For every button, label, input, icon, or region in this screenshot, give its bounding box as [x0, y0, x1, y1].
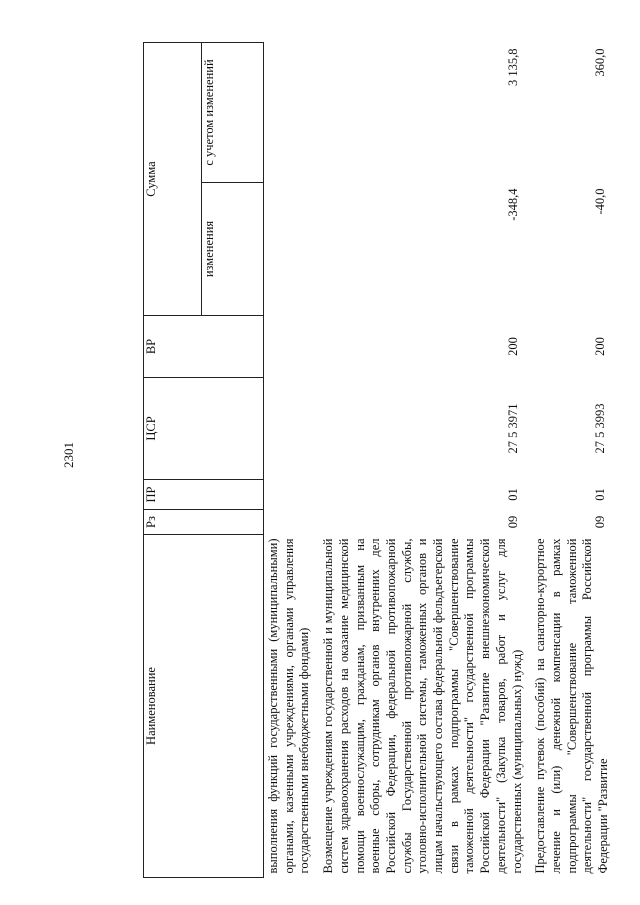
row-change — [264, 183, 314, 316]
row-name: Предоставление путевок (пособий) на санаторно-курортное лечение и (или) денежной компенсации в рамках подпрограммы "Совершенствование таможенной деятельности" государственной программы Российской Федерации "Развитие — [533, 538, 611, 874]
col-header-csr: ЦСР — [144, 378, 264, 480]
row-csr — [264, 378, 314, 480]
row-rz: 09 — [506, 515, 521, 529]
row-csr: 27 5 3971 — [506, 403, 521, 454]
row-change: -348,4 — [506, 188, 521, 221]
row-change: -40,0 — [592, 188, 607, 215]
row-pr: 01 — [506, 488, 521, 501]
rotated-table-container — [143, 43, 618, 878]
row-rz — [264, 510, 314, 535]
table-row — [319, 43, 525, 878]
row-with-changes — [264, 43, 314, 183]
row-with-changes: 3 135,8 — [506, 48, 521, 86]
row-csr: 27 5 3993 — [592, 403, 607, 454]
row-rz: 09 — [592, 515, 607, 529]
row-pr — [264, 480, 314, 510]
col-header-name: Наименование — [144, 535, 264, 878]
row-name: выполнения функций государственными (муниципальными) органами, казенными учреждениями, органами управления государственными внебюджетными фондами) — [266, 538, 312, 874]
row-with-changes: 360,0 — [592, 48, 607, 77]
col-header-with-changes: с учетом изменений — [202, 43, 264, 183]
table-row — [531, 43, 612, 878]
row-vr — [264, 316, 314, 378]
row-name: Возмещение учреждениям государственной и муниципальной систем здравоохранения расходов на оказание медицинской помощи военнослужащим, гражданам, призванным на военные сборы, сотрудникам органов внутренних дел Российской Федерации, федеральной противопожарной службы Государственной противопожарной службы, уголовно-исполнительной системы, таможенных органов и лицам начальствующего состава федеральной фельдъегерской связи в рамках подпрограммы "Совершенствование таможенной деятельности" государственной программы Российской Федерации "Развитие внешнеэкономической деятельности" (Закупка товаров, работ и услуг для государственных (муниципальных) нужд) — [321, 538, 524, 874]
row-vr: 200 — [592, 337, 607, 356]
budget-table — [143, 42, 612, 878]
page-number: 2301 — [61, 442, 76, 468]
col-header-sum: Сумма — [144, 43, 202, 316]
header-row-top — [144, 43, 202, 878]
col-header-pr: ПР — [144, 480, 264, 510]
table-row — [264, 43, 314, 878]
row-vr: 200 — [506, 337, 521, 356]
col-header-vr: ВР — [144, 316, 264, 378]
col-header-rz: Рз — [144, 510, 264, 535]
row-pr: 01 — [592, 488, 607, 501]
col-header-change: изменения — [202, 183, 264, 316]
